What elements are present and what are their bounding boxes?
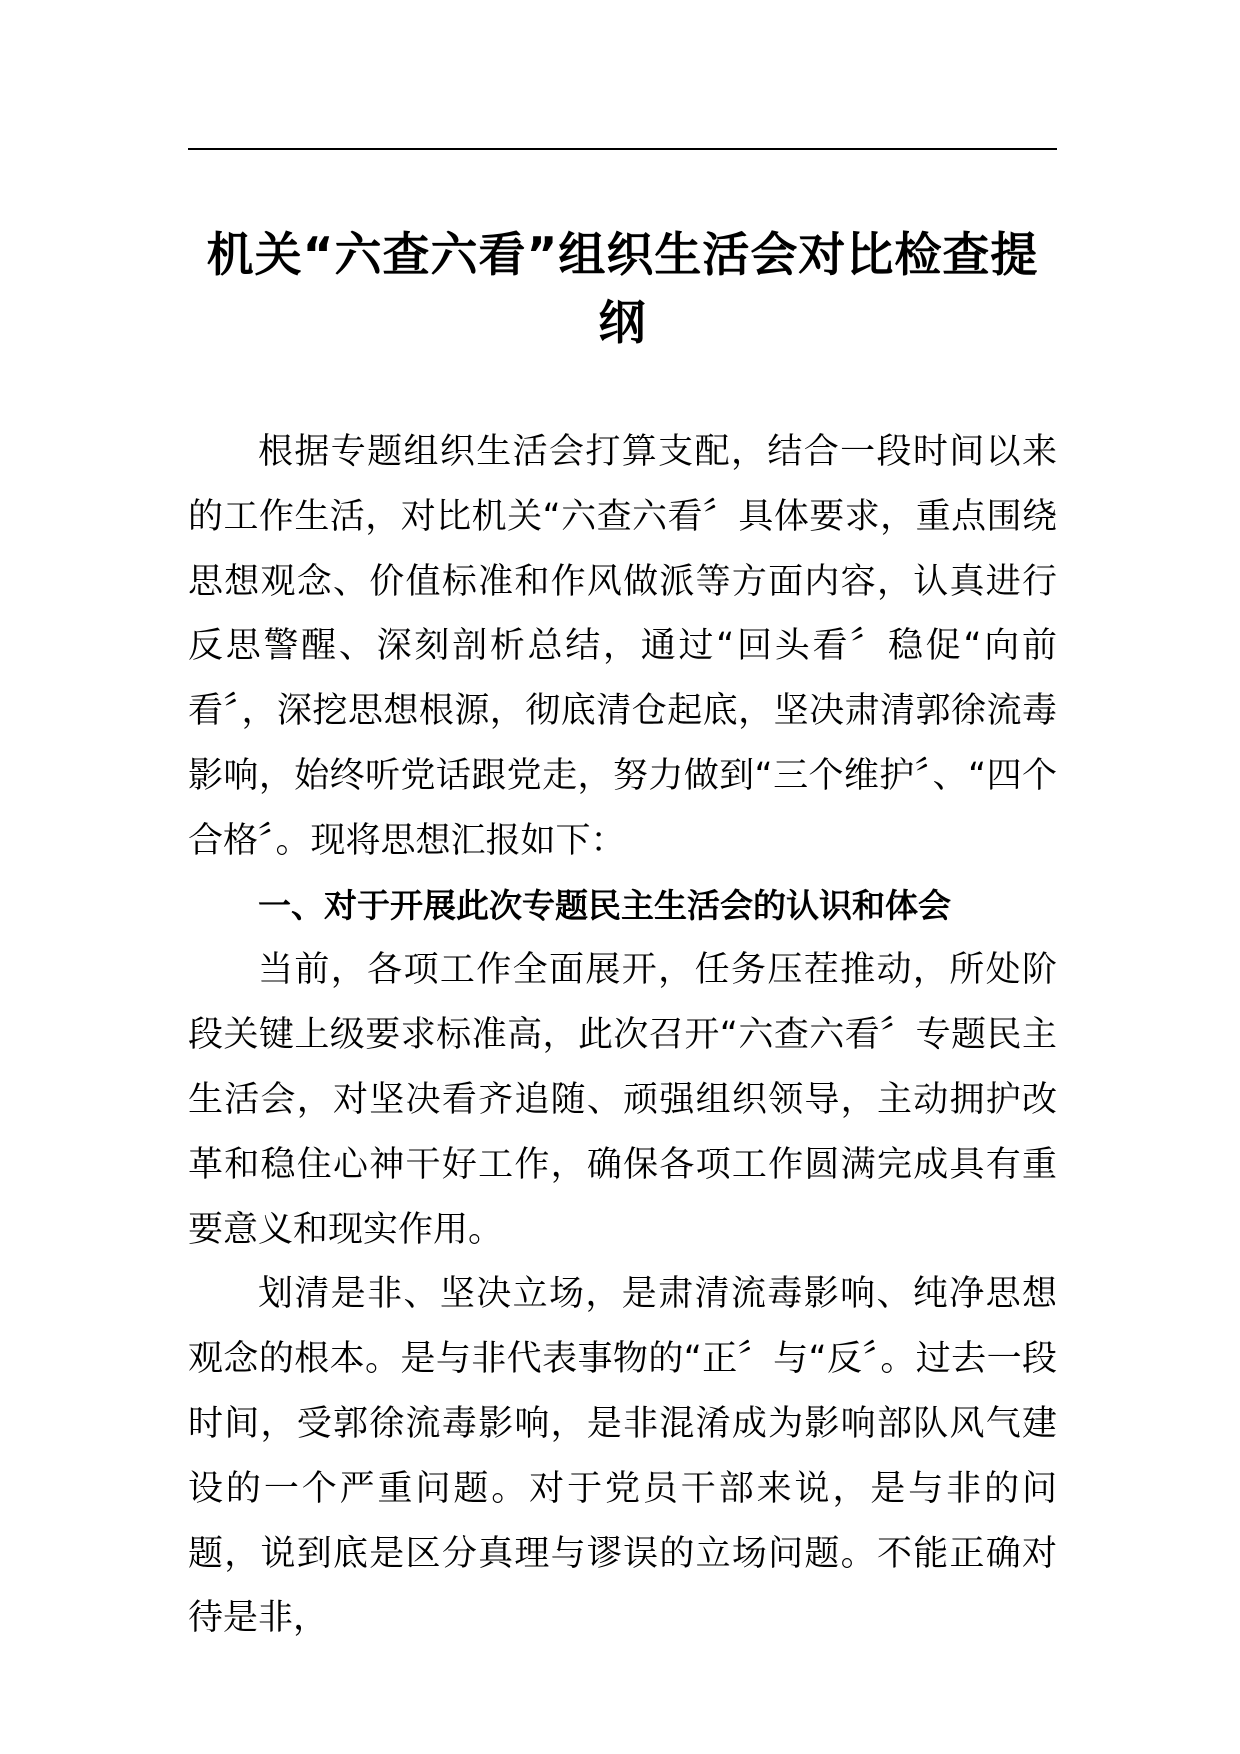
- intro-paragraph: 根据专题组织生活会打算支配，结合一段时间以来的工作生活，对比机关“六查六看〞具体要求，重点围绕思想观念、价值标准和作风做派等方面内容，认真进行反思警醒、深刻剖析总结，通过“回头看〞稳促“向前看〞，深挖思想根源，彻底清仓起底，坚决肃清郭徐流毒影响，始终听党话跟党走，努力做到“三个维护〞、“四个合格〞。现将思想汇报如下：: [188, 432, 1057, 861]
- document-title: 机关“六查六看”组织生活会对比检查提纲: [206, 228, 1039, 351]
- body-paragraph: 划清是非、坚决立场，是肃清流毒影响、纯净思想观念的根本。是与非代表事物的“正〞与“反〞。过去一段时间，受郭徐流毒影响，是非混淆成为影响部队风气建设的一个严重问题。对于党员干部来说，是与非的问题，说到底是区分真理与谬误的立场问题。不能正确对待是非，: [188, 1274, 1057, 1639]
- header-rule: [188, 148, 1057, 150]
- document-body: [188, 420, 1057, 1651]
- body-paragraph: 当前，各项工作全面展开，任务压茬推动，所处阶段关键上级要求标准高，此次召开“六查六看〞专题民主生活会，对坚决看齐追随、顽强组织领导，主动拥护改革和稳住心神干好工作，确保各项工作圆满完成具有重要意义和现实作用。: [188, 950, 1057, 1250]
- section-heading: 一、对于开展此次专题民主生活会的认识和体会: [258, 885, 951, 925]
